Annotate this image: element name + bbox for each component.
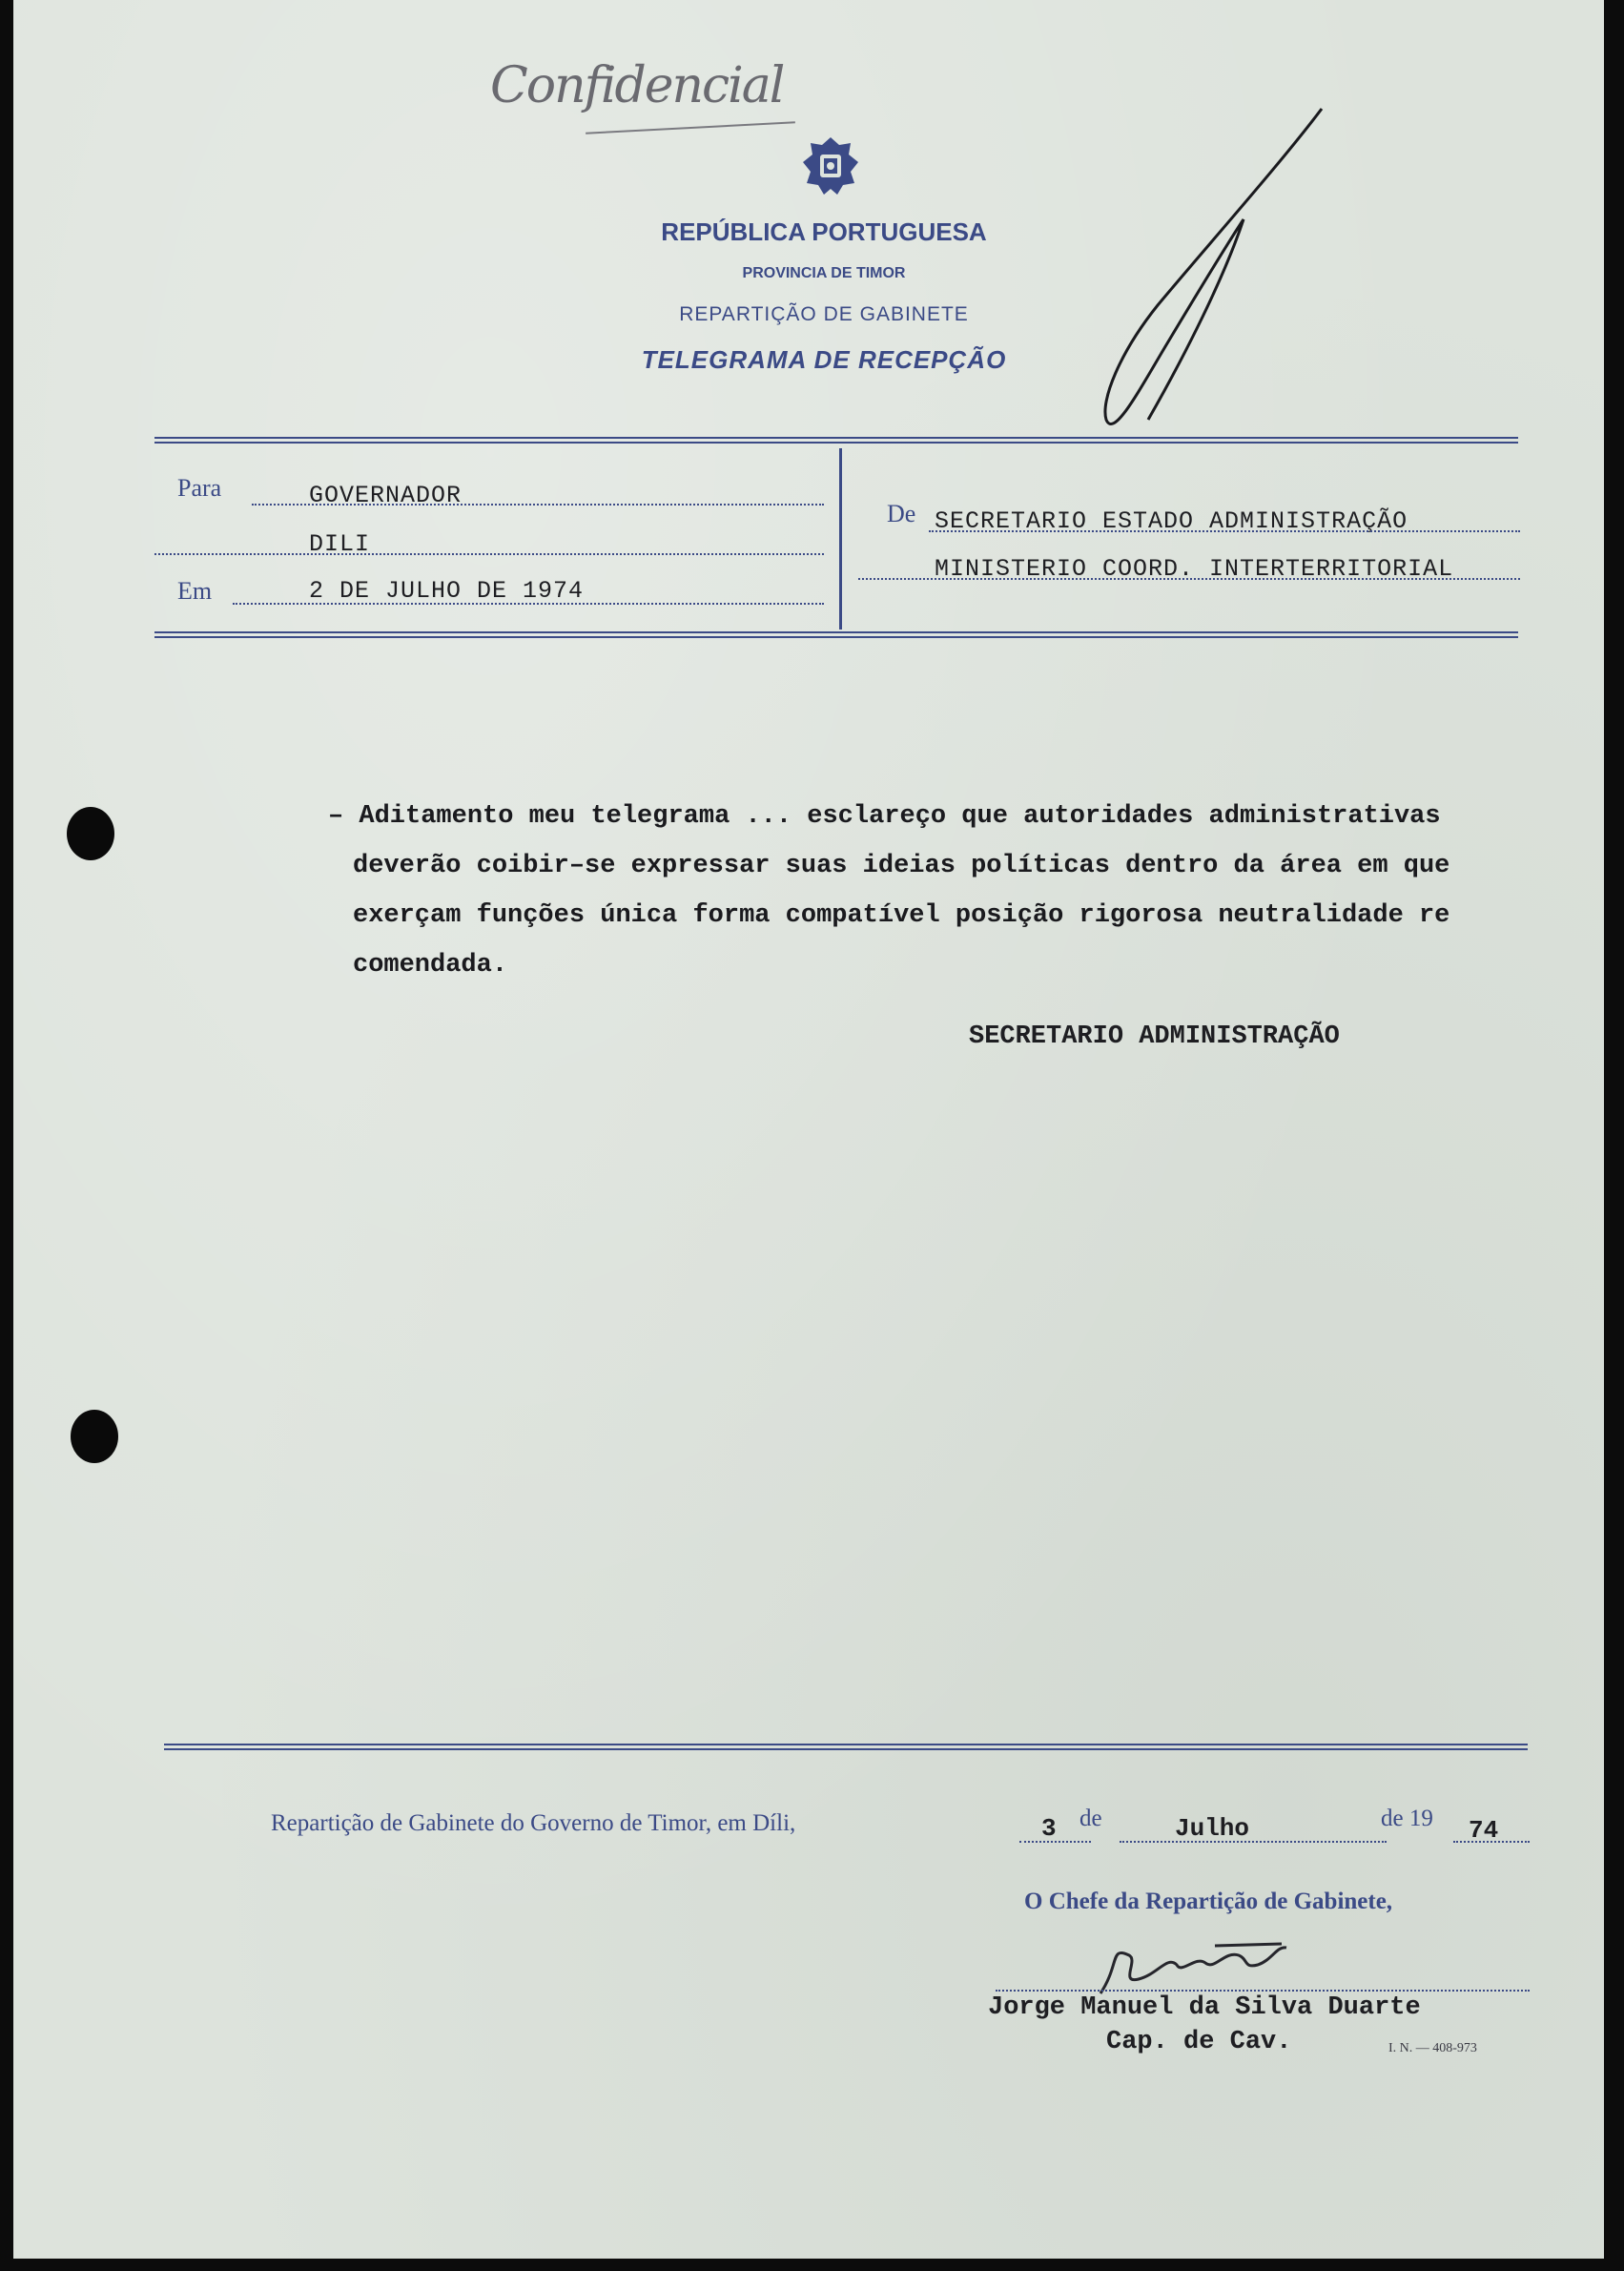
footer-day: 3 xyxy=(1041,1814,1057,1843)
punch-hole xyxy=(67,807,114,860)
footer-place: Repartição de Gabinete do Governo de Timor, em Díli, xyxy=(271,1810,796,1836)
chief-title: O Chefe da Repartição de Gabinete, xyxy=(1024,1889,1393,1914)
punch-hole xyxy=(71,1410,118,1463)
em-dotted-line xyxy=(233,603,824,605)
de-dotted-line xyxy=(929,530,1520,532)
footer-de: de xyxy=(1079,1806,1102,1831)
table-divider xyxy=(839,448,842,630)
message-line: comendada. xyxy=(353,951,508,980)
de-dotted-line-2 xyxy=(858,578,1520,580)
month-dotted-line xyxy=(1120,1841,1387,1843)
document-type-heading: TELEGRAMA DE RECEPÇÃO xyxy=(641,345,1007,374)
de-label: De xyxy=(887,500,916,527)
message-line: deverão coibir–se expressar suas ideias políticas dentro da área em que xyxy=(353,852,1450,880)
department-heading: REPARTIÇÃO DE GABINETE xyxy=(679,303,969,325)
signature-dotted-line xyxy=(996,1990,1530,1992)
footer-year: 74 xyxy=(1469,1816,1499,1845)
para-dotted-line-2 xyxy=(154,553,824,555)
form-code: I. N. — 408-973 xyxy=(1388,2041,1477,2055)
table-top-rule xyxy=(154,437,1518,444)
day-dotted-line xyxy=(1019,1841,1091,1843)
message-line: – Aditamento meu telegrama ... esclareço que autoridades administrativas xyxy=(328,802,1441,831)
year-dotted-line xyxy=(1453,1841,1530,1843)
em-date: 2 DE JULHO DE 1974 xyxy=(309,577,585,605)
republic-heading: REPÚBLICA PORTUGUESA xyxy=(661,217,987,246)
para-label: Para xyxy=(177,474,222,502)
chief-rank: Cap. de Cav. xyxy=(1106,2028,1292,2056)
de-sender: SECRETARIO ESTADO ADMINISTRAÇÃO xyxy=(935,507,1408,535)
telegram-body xyxy=(328,792,1539,990)
handwritten-underline xyxy=(586,121,795,134)
chief-name: Jorge Manuel da Silva Duarte xyxy=(988,1993,1421,2022)
footer-rule xyxy=(164,1744,1528,1750)
footer-century: de 19 xyxy=(1381,1806,1433,1831)
message-line: exerçam funções única forma compatível posição rigorosa neutralidade re xyxy=(353,901,1450,930)
document-page xyxy=(13,0,1604,2259)
pen-stroke-mark xyxy=(1015,105,1339,448)
para-recipient: GOVERNADOR xyxy=(309,482,463,509)
para-dotted-line xyxy=(252,504,824,506)
para-location: DILI xyxy=(309,530,371,558)
table-bottom-rule xyxy=(154,631,1518,638)
province-heading: PROVINCIA DE TIMOR xyxy=(742,265,906,281)
handwritten-note: Confidencial xyxy=(490,57,784,114)
footer-month: Julho xyxy=(1175,1814,1250,1843)
coat-of-arms-icon xyxy=(797,134,864,200)
em-label: Em xyxy=(177,577,213,605)
message-signature: SECRETARIO ADMINISTRAÇÃO xyxy=(969,1022,1340,1051)
de-ministry: MINISTERIO COORD. INTERTERRITORIAL xyxy=(935,555,1454,583)
